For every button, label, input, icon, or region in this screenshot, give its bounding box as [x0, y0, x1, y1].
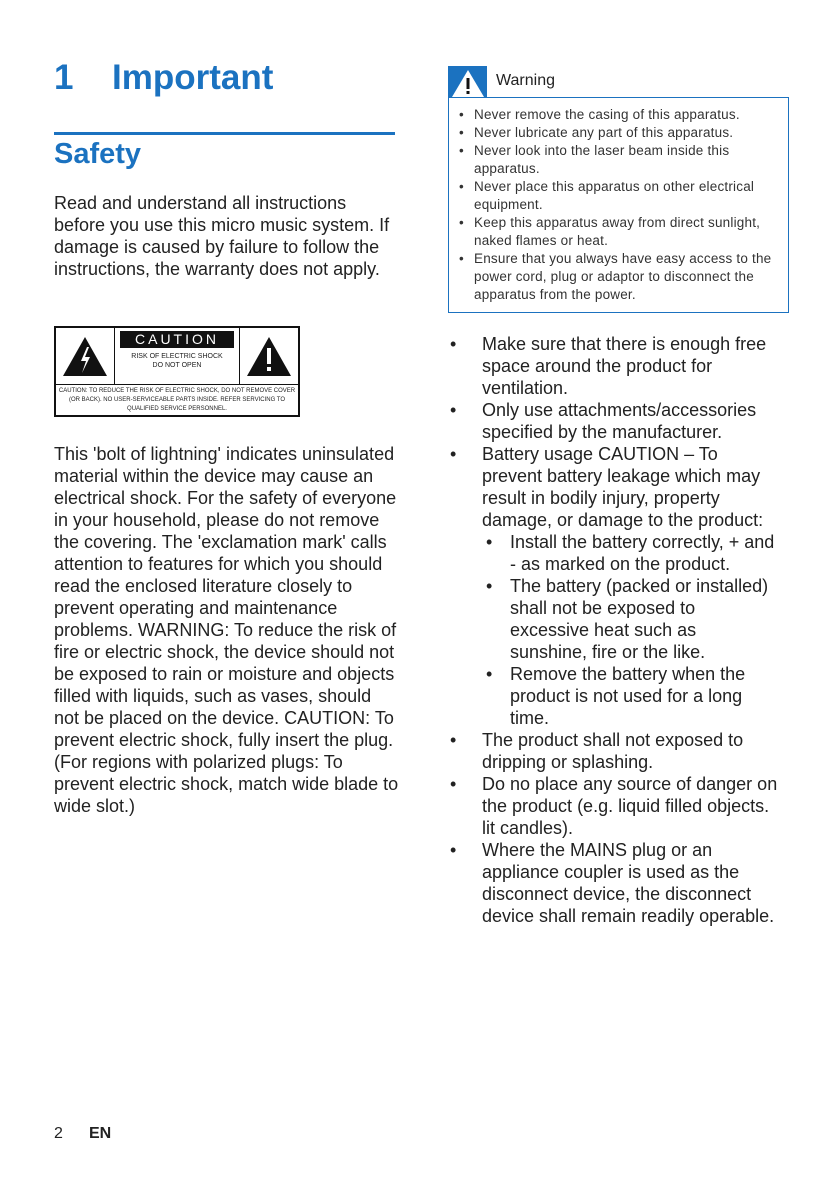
chapter-number: 1: [54, 58, 74, 97]
list-item-text: Do no place any source of danger on the product (e.g. liquid filled objects. lit candles).: [482, 774, 778, 838]
sublist-item: • Install the battery correctly, + and - as marked on the product.: [486, 532, 775, 574]
warning-box: [448, 97, 789, 313]
section-title: Safety: [54, 138, 142, 170]
language-code: EN: [89, 1125, 112, 1142]
list-item: • Where the MAINS plug or an appliance coupler is used as the disconnect device, the disconnect device shall remain readily operable.: [450, 840, 775, 926]
caution-label-image: [54, 326, 300, 417]
caution-risk: RISK OF ELECTRIC SHOCK: [131, 353, 223, 360]
list-item-text: Where the MAINS plug or an appliance coupler is used as the disconnect device, the disconnect device shall remain readily operable.: [482, 840, 775, 926]
sublist-item-text: Install the battery correctly, + and - as marked on the product.: [510, 532, 775, 574]
list-item-text: Make sure that there is enough free space around the product for ventilation.: [482, 334, 767, 398]
warning-item: • Never place this apparatus on other electrical equipment.: [457, 178, 788, 214]
list-item: • The product shall not exposed to dripping or splashing.: [450, 730, 744, 772]
safety-list: [448, 333, 778, 927]
list-item: • Only use attachments/accessories specified by the manufacturer.: [450, 400, 757, 442]
battery-sublist: [482, 531, 778, 729]
list-item-text: Battery usage CAUTION – To prevent battery leakage which may result in bodily injury, property damage, or damage to the product:: [482, 444, 764, 530]
warning-item: • Never lubricate any part of this apparatus.: [457, 124, 788, 142]
warning-title: Warning: [496, 72, 555, 89]
exclamation-warning-icon: [240, 328, 298, 384]
warning-item: • Keep this apparatus away from direct sunlight, naked flames or heat.: [457, 214, 788, 250]
sublist-item-text: The battery (packed or installed) shall not be exposed to excessive heat such as sunshine, fire or the like.: [510, 576, 769, 662]
list-item: • Make sure that there is enough free space around the product for ventilation.: [450, 334, 767, 398]
warning-item: • Never remove the casing of this apparatus.: [457, 106, 788, 124]
page-number: 2: [54, 1125, 63, 1142]
warning-icon: [448, 66, 487, 97]
caution-notice: CAUTION: TO REDUCE THE RISK OF ELECTRIC SHOCK, DO NOT REMOVE COVER (OR BACK). NO USER-SERVICEABLE PARTS INSIDE. REFER SERVICING TO QUALIFIED SERVICE PERSONNEL.: [58, 388, 296, 412]
list-item-text: The product shall not exposed to dripping or splashing.: [482, 730, 744, 772]
list-item: • Do no place any source of danger on the product (e.g. liquid filled objects. lit candles).: [450, 774, 778, 838]
lightning-warning-icon: [56, 328, 114, 384]
chapter-heading: [54, 58, 273, 98]
warning-item: • Ensure that you always have easy access to the power cord, plug or adaptor to disconnect the apparatus from the power.: [457, 250, 788, 304]
section-divider: [54, 132, 395, 135]
sublist-item: • Remove the battery when the product is not used for a long time.: [486, 664, 746, 728]
caution-do-not-open: DO NOT OPEN: [152, 362, 202, 369]
intro-paragraph: Read and understand all instructions before you use this micro music system. If damage is caused by failure to follow the instructions, the warranty does not apply.: [54, 193, 390, 279]
sublist-item-text: Remove the battery when the product is not used for a long time.: [510, 664, 746, 728]
list-item-text: Only use attachments/accessories specified by the manufacturer.: [482, 400, 757, 442]
caution-title: CAUTION: [120, 331, 234, 348]
chapter-title: Important: [112, 58, 274, 97]
list-item: • Battery usage CAUTION – To prevent battery leakage which may result in bodily injury, property damage, or damage to the product: • Install the battery correctly, + and - as marked on the product. • The battery (packed or installed) shall not be exposed to excessive heat such as sunshine, fire or the like. • Remove the battery when the product is not used for a long time.: [448, 443, 778, 729]
warning-item: • Never look into the laser beam inside this apparatus.: [457, 142, 788, 178]
sublist-item: • The battery (packed or installed) shall not be exposed to excessive heat such as sunshine, fire or the like.: [486, 576, 769, 662]
symbol-explanation: This 'bolt of lightning' indicates uninsulated material within the device may cause an electrical shock. For the safety of everyone in your household, please do not remove the covering. The 'exclamation mark' calls attention to features for which you should read the enclosed literature closely to prevent operating and maintenance problems. WARNING: To reduce the risk of fire or electric shock, the device should not be exposed to rain or moisture and objects filled with liquids, such as vases, should not be placed on the device. CAUTION: To prevent electric shock, fully insert the plug. (For regions with polarized plugs: To prevent electric shock, match wide blade to wide slot.): [54, 444, 399, 816]
